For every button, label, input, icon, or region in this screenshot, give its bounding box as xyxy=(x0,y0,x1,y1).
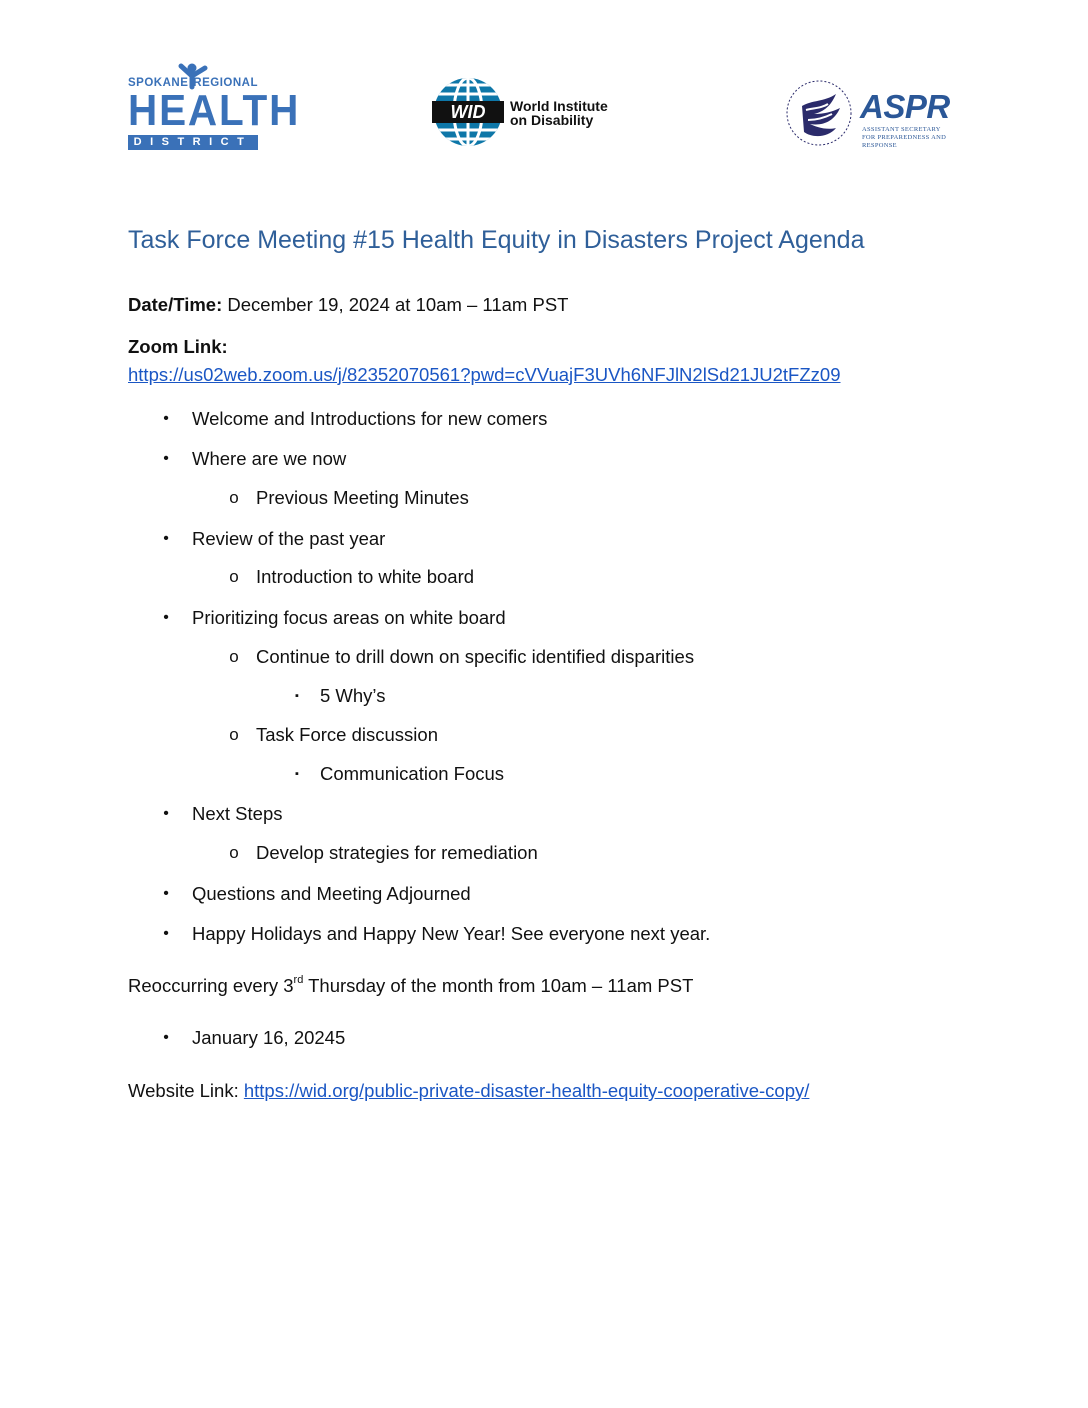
square-bullet-icon: ▪ xyxy=(295,768,299,780)
list-item-text: Develop strategies for remediation xyxy=(256,842,538,863)
list-item-text: Communication Focus xyxy=(320,763,505,784)
list-item xyxy=(163,527,386,551)
srhd-top-right-text: REGIONAL xyxy=(193,77,258,89)
wid-line1-text: World Institute xyxy=(510,98,608,114)
recurring-suffix: Thursday of the month from 10am – 11am PST xyxy=(303,975,694,996)
list-item xyxy=(163,447,347,471)
world-institute-on-disability-logo xyxy=(432,76,632,150)
circle-bullet-icon: o xyxy=(229,647,239,666)
list-item xyxy=(163,922,711,946)
circle-bullet-icon: o xyxy=(229,567,239,586)
datetime-line xyxy=(128,293,568,317)
list-item-text: Next Steps xyxy=(192,803,283,824)
aspr-subtitle: ASSISTANT SECRETARY FOR PREPAREDNESS AND RESPONSE xyxy=(862,126,947,149)
list-item-text: Welcome and Introductions for new comers xyxy=(192,408,548,429)
list-item xyxy=(163,407,548,431)
circle-bullet-icon: o xyxy=(229,488,239,507)
datetime-label: Date/Time: xyxy=(128,294,223,315)
list-item-text: Introduction to white board xyxy=(256,566,475,587)
next-date-text: January 16, 20245 xyxy=(192,1027,346,1048)
zoom-label: Zoom Link: xyxy=(128,336,228,357)
list-item-text: Prioritizing focus areas on white board xyxy=(192,607,506,628)
list-item-text: Continue to drill down on specific identified disparities xyxy=(256,646,695,667)
list-item-text: Task Force discussion xyxy=(256,724,438,745)
website-label: Website Link: xyxy=(128,1080,244,1101)
list-item xyxy=(229,841,538,865)
bullet-icon: • xyxy=(163,805,169,822)
list-item xyxy=(229,565,475,589)
list-item xyxy=(163,802,283,826)
wid-globe-icon xyxy=(432,76,504,148)
list-item xyxy=(229,486,469,510)
hhs-eagle-seal-icon xyxy=(784,78,854,148)
list-item-text: Review of the past year xyxy=(192,528,386,549)
bullet-icon: • xyxy=(163,885,169,902)
list-item xyxy=(163,606,506,630)
aspr-wordmark: ASPR xyxy=(860,88,950,125)
spokane-regional-health-district-logo xyxy=(128,63,301,151)
wid-badge-text: WID xyxy=(450,102,486,122)
recurring-line xyxy=(128,974,693,998)
website-link[interactable]: https://wid.org/public-private-disaster-health-equity-cooperative-copy/ xyxy=(243,1080,810,1101)
zoom-link[interactable]: https://us02web.zoom.us/j/82352070561?pwd=cVVuajF3UVh6NFJlN2lSd21JU2tFZz09 xyxy=(128,364,841,385)
bullet-icon: • xyxy=(163,530,169,547)
bullet-icon: • xyxy=(163,450,169,467)
square-bullet-icon: ▪ xyxy=(295,690,299,702)
bullet-icon: • xyxy=(163,925,169,942)
circle-bullet-icon: o xyxy=(229,843,239,862)
website-line xyxy=(128,1079,809,1103)
list-item-text: 5 Why’s xyxy=(320,685,386,706)
recurring-ordinal-suffix: rd xyxy=(293,973,304,986)
recurring-prefix: Reoccurring every 3 xyxy=(128,975,294,996)
srhd-top-left-text: SPOKANE xyxy=(128,77,189,89)
page-title: Task Force Meeting #15 Health Equity in Disasters Project Agenda xyxy=(128,226,865,254)
srhd-bottom-text: DISTRICT xyxy=(128,135,258,150)
wid-line2-text: on Disability xyxy=(510,112,594,128)
bullet-icon: • xyxy=(163,609,169,626)
list-item xyxy=(295,762,505,786)
list-item xyxy=(229,723,438,747)
list-item-text: Previous Meeting Minutes xyxy=(256,487,469,508)
datetime-value: December 19, 2024 at 10am – 11am PST xyxy=(222,294,569,315)
list-item-text: Where are we now xyxy=(192,448,347,469)
list-item xyxy=(163,882,471,906)
circle-bullet-icon: o xyxy=(229,725,239,744)
list-item-text: Happy Holidays and Happy New Year! See everyone next year. xyxy=(192,923,711,944)
srhd-main-text: HEALTH xyxy=(128,86,301,135)
list-item xyxy=(295,684,386,708)
bullet-icon: • xyxy=(163,410,169,427)
list-item xyxy=(163,1026,346,1050)
list-item-text: Questions and Meeting Adjourned xyxy=(192,883,471,904)
list-item xyxy=(229,645,695,669)
bullet-icon: • xyxy=(163,1029,169,1046)
aspr-logo xyxy=(784,78,954,150)
